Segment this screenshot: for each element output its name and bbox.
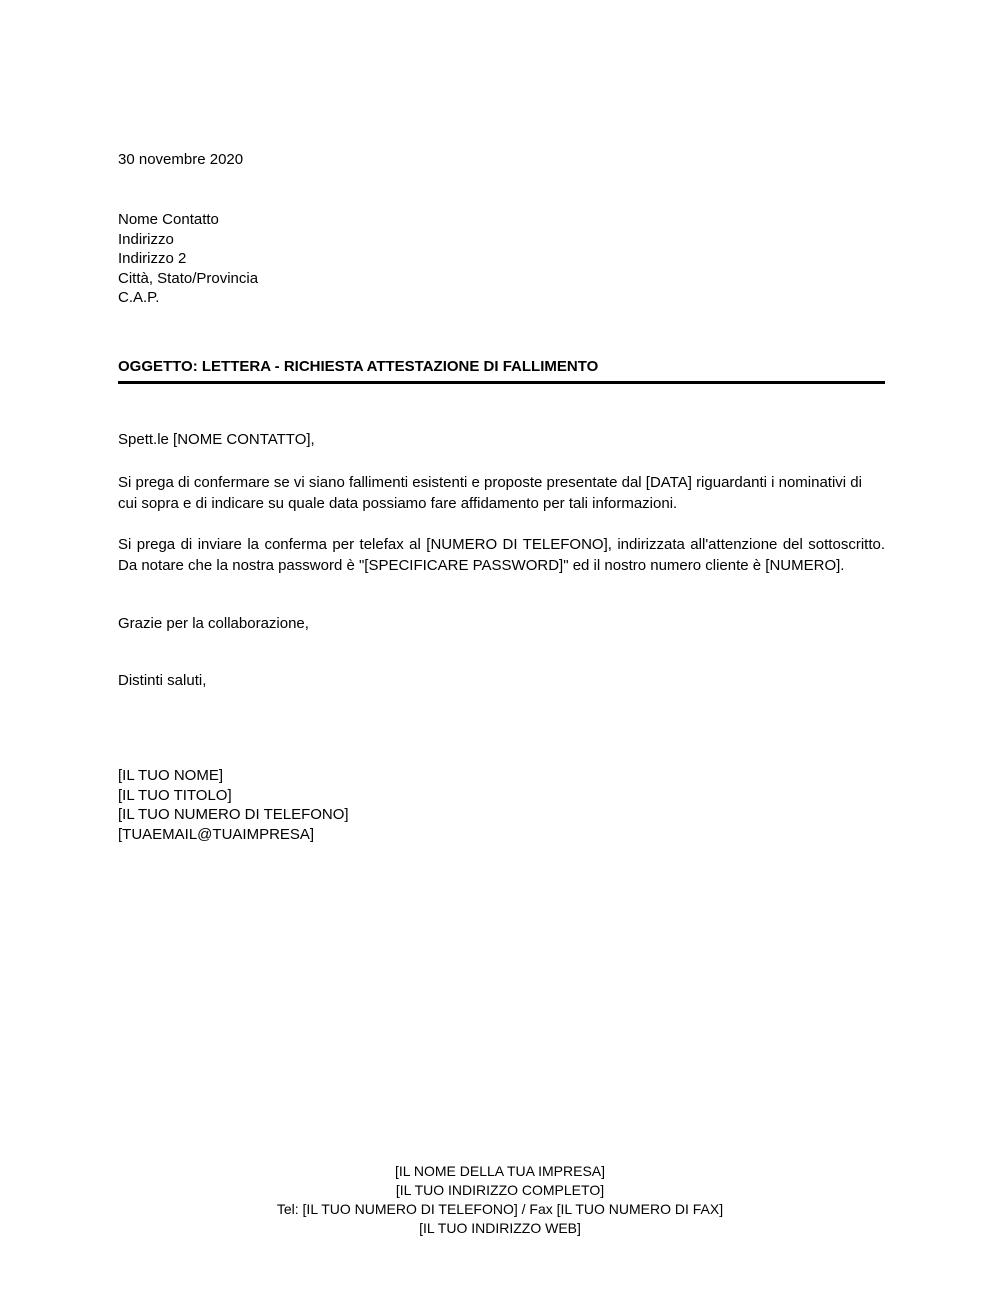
signature-title: [IL TUO TITOLO] [118,786,232,804]
footer-company-name: [IL NOME DELLA TUA IMPRESA] [394,1163,606,1179]
recipient-city-state: Città, Stato/Provincia [118,269,259,287]
signature-name: [IL TUO NOME] [118,767,224,784]
footer-website: [IL TUO INDIRIZZO WEB] [419,1220,581,1236]
spacer [118,576,885,614]
subject-divider [118,381,885,384]
subject-line: OGGETTO: LETTERA - RICHIESTA ATTESTAZIONE DI FALLIMENTO [118,358,599,375]
signature-block [118,766,349,844]
signature-phone: [IL TUO NUMERO DI TELEFONO] [118,806,349,823]
body-paragraph-1: Si prega di confermare se vi siano fallimenti esistenti e proposte presentate dal [DATA] riguardanti i nominativi di cui sopra e di indicare su quale data possiamo fare affidamento per tali informazioni. [118,474,862,512]
recipient-postal-code: C.A.P. [118,289,160,306]
letter-date: 30 novembre 2020 [118,151,244,168]
thanks-line: Grazie per la collaborazione, [118,615,309,632]
recipient-address-block [118,210,258,308]
recipient-address-1: Indirizzo [118,230,174,248]
signature-email: [TUAEMAIL@TUAIMPRESA] [118,825,315,843]
body-paragraph-2: Si prega di inviare la conferma per telefax al [NUMERO DI TELEFONO], indirizzata all'attenzione del sottoscritto. Da notare che la nostra password è "[SPECIFICARE PASSWORD]" ed il nostro numero cliente è [NUMERO]. [118,536,885,574]
recipient-address-2: Indirizzo 2 [118,250,187,267]
closing-line: Distinti saluti, [118,671,207,689]
spacer [118,514,885,535]
recipient-name: Nome Contatto [118,211,219,228]
page-footer [0,1162,1000,1238]
spacer [118,635,885,671]
footer-phone-fax: Tel: [IL TUO NUMERO DI TELEFONO] / Fax [IL TUO NUMERO DI FAX] [276,1201,724,1217]
subject-block [118,358,885,384]
spacer [118,449,885,473]
salutation: Spett.le [NOME CONTATTO], [118,431,315,448]
footer-address: [IL TUO INDIRIZZO COMPLETO] [395,1182,605,1198]
letter-body [118,430,885,691]
